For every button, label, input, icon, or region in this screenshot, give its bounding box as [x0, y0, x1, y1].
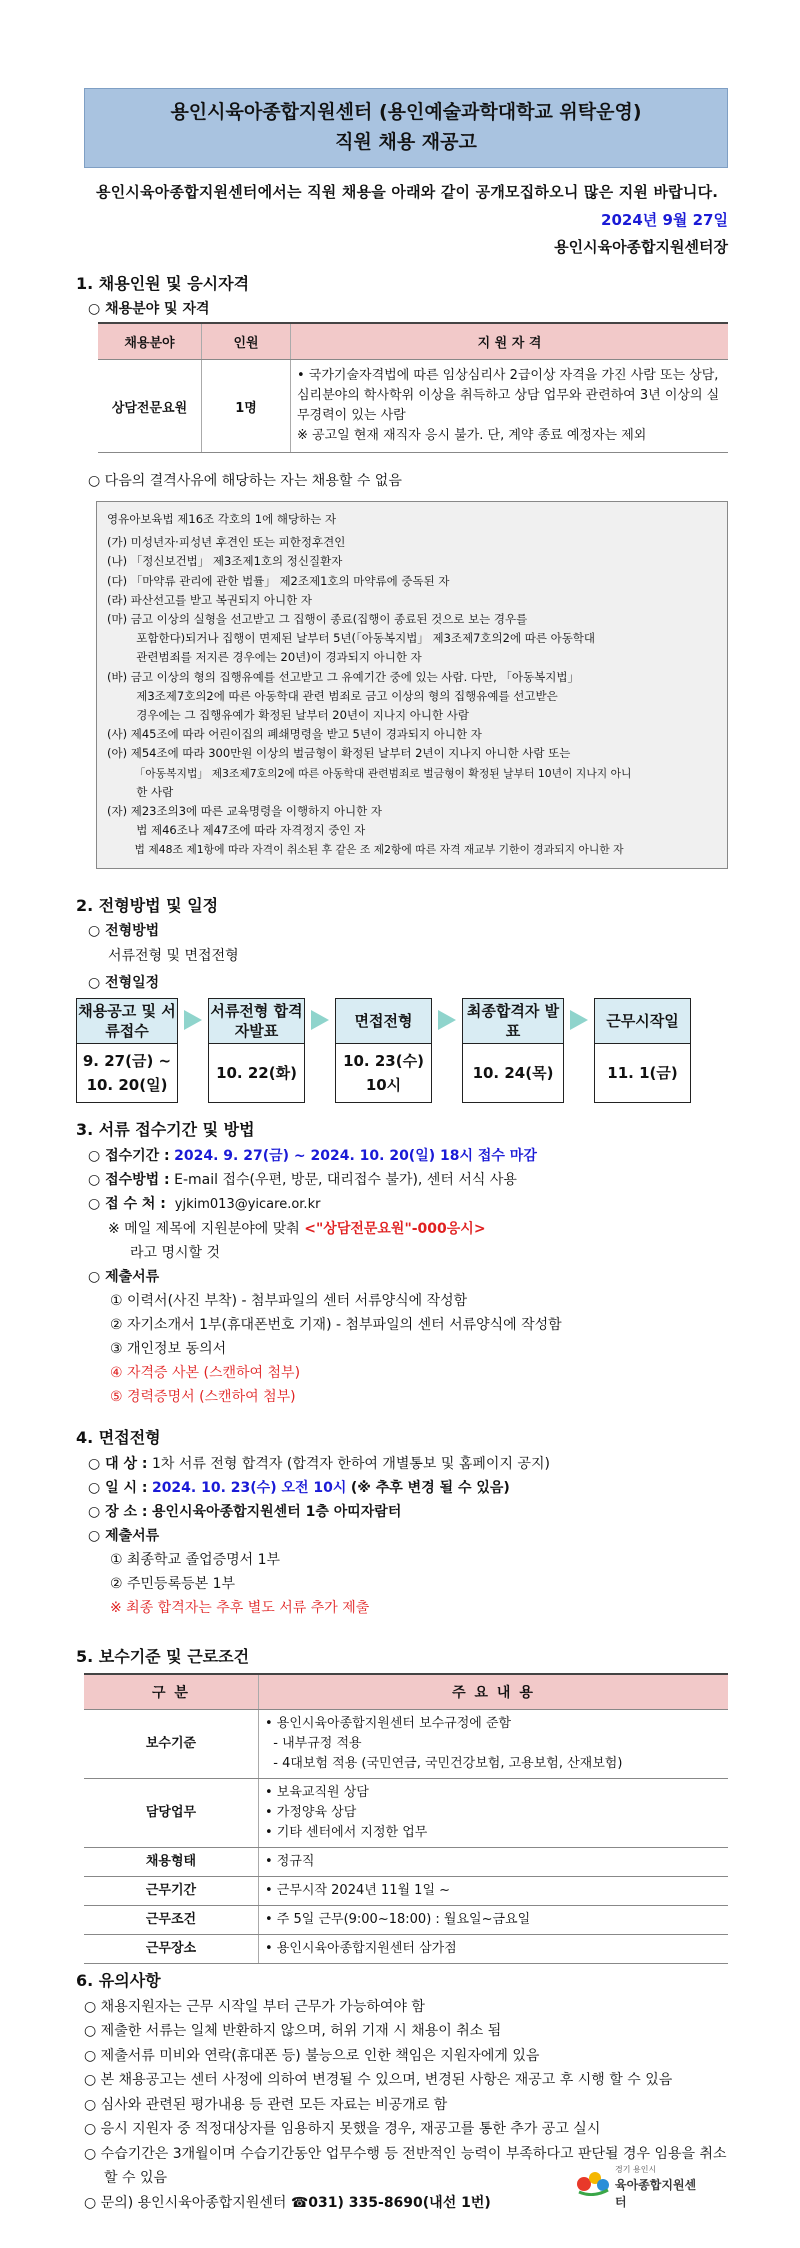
method-text: 서류전형 및 면접전형 [108, 947, 239, 964]
row-value: • 보육교직원 상담 [265, 1784, 369, 1800]
doc-item: ⑤ 경력증명서 (스캔하여 첨부) [110, 1388, 296, 1405]
email-note: ※ 메일 제목에 지원분야에 맞춰 [108, 1220, 300, 1237]
row-value: • 정규직 [259, 1847, 729, 1876]
arrow-icon [311, 1010, 329, 1030]
section-3-heading: 3. 서류 접수기간 및 방법 [76, 1119, 255, 1139]
cell-field: 상담전문요원 [98, 360, 202, 453]
disq-line: (바) 금고 이상의 형의 집행유예를 선고받고 그 유예기간 중에 있는 사람. 다만, 「아동복지법」 [107, 669, 579, 684]
arrow-icon [438, 1010, 456, 1030]
row-value: • 용인시육아종합지원센터 삼가점 [259, 1934, 729, 1963]
row-value: • 기타 센터에서 지정한 업무 [265, 1824, 428, 1840]
disq-box [96, 501, 728, 869]
row-value: - 4대보험 적용 (국민연금, 국민건강보험, 고용보험, 산재보험) [265, 1755, 623, 1771]
place-label: ○ 장 소 : [88, 1503, 148, 1520]
disq-line: 포함한다)되거나 집행이 면제된 날부터 5년(「아동복지법」 제3조제7호의2에 따른 아동학대 [107, 631, 596, 646]
method-label-2: ○ 접수방법 : [88, 1171, 170, 1188]
disq-intro: ○ 다음의 결격사유에 해당하는 자는 채용할 수 없음 [88, 473, 402, 489]
schedule-step [462, 998, 564, 1103]
th-count: 인원 [202, 323, 291, 360]
doc-note: ※ 최종 합격자는 추후 별도 서류 추가 제출 [110, 1599, 370, 1616]
row-value: - 내부규정 적용 [265, 1735, 362, 1751]
center-logo [575, 2160, 705, 2209]
method-value: E-mail 접수(우편, 방문, 대리접수 불가), 센터 서식 사용 [174, 1171, 517, 1188]
doc-item: ④ 자격증 사본 (스캔하여 첨부) [110, 1364, 301, 1381]
doc-item: ② 자기소개서 1부(휴대폰번호 기재) - 첨부파일의 센터 서류양식에 작성함 [110, 1316, 562, 1333]
period-value: 2024. 9. 27(금) ~ 2024. 10. 20(일) 18시 접수 마감 [174, 1147, 537, 1164]
disq-line: 법 제48조 제1항에 따라 자격이 취소된 후 같은 조 제2항에 따른 자격 재교부 기한이 경과되지 아니한 자 [107, 843, 624, 857]
disq-line: 제3조제7호의2에 따른 아동학대 관련 범죄로 금고 이상의 형의 집행유예를 선고받은 [107, 688, 558, 703]
schedule-step [594, 998, 691, 1103]
email-subject: <"상담전문요원"-000응시> [304, 1220, 486, 1237]
th-category: 구 분 [84, 1674, 259, 1710]
note-item: ○ 응시 지원자 중 적정대상자를 임용하지 못했을 경우, 재공고를 통한 추가 공고 실시 [84, 2121, 601, 2138]
contact-phone: ☎031) 335-8690(내선 1번) [290, 2194, 491, 2211]
logo-small-text: 경기 용인시 [615, 2165, 657, 2174]
arrow-icon [570, 1010, 588, 1030]
target-label: ○ 대 상 : [88, 1455, 148, 1472]
row-value: • 근무시작 2024년 11월 1일 ~ [259, 1876, 729, 1905]
disq-line: (나) 「정신보건법」 제3조제1호의 정신질환자 [107, 554, 343, 569]
table-row [84, 1847, 728, 1876]
cell-qual-2: ※ 공고일 현재 재직자 응시 불가. 단, 계약 종료 예정자는 제외 [297, 428, 647, 443]
page-subtitle: 직원 채용 재공고 [335, 131, 477, 153]
section-2-heading: 2. 전형방법 및 일정 [76, 895, 219, 915]
row-key: 보수기준 [84, 1709, 259, 1778]
title-box [84, 88, 728, 168]
page-title: 용인시육아종합지원센터 (용인예술과학대학교 위탁운영) [170, 101, 642, 123]
docs-label: ○ 제출서류 [88, 1268, 160, 1285]
disq-line: (가) 미성년자·피성년 후견인 또는 피한정후견인 [107, 535, 346, 550]
disq-line: (아) 제54조에 따라 300만원 이상의 벌금형이 확정된 날부터 2년이 지나지 아니한 사람 또는 [107, 746, 571, 761]
intro-text: 용인시육아종합지원센터에서는 직원 채용을 아래와 같이 공개모집하오니 많은 지원 바랍니다. [96, 183, 719, 201]
step-title: 서류전형 합격자발표 [209, 999, 304, 1044]
email-label: ○ 접 수 처 : [88, 1195, 166, 1212]
interview-date-label: ○ 일 시 : [88, 1479, 148, 1496]
row-key: 근무장소 [84, 1934, 259, 1963]
note-item: ○ 채용지원자는 근무 시작일 부터 근무가 가능하여야 함 [84, 1998, 425, 2015]
row-value: • 주 5일 근무(9:00~18:00) : 월요일~금요일 [259, 1905, 729, 1934]
interview-date: 2024. 10. 23(수) 오전 10시 [151, 1479, 347, 1496]
row-value: • 용인시육아종합지원센터 보수규정에 준함 [265, 1715, 512, 1731]
section-1-sub: ○ 채용분야 및 자격 [88, 301, 210, 317]
section-4-heading: 4. 면접전형 [76, 1427, 161, 1447]
notice-page [76, 88, 728, 2215]
disq-line: (자) 제23조의3에 따른 교육명령을 이행하지 아니한 자 [107, 804, 383, 819]
th-qual: 지 원 자 격 [291, 323, 729, 360]
row-key: 근무조건 [84, 1905, 259, 1934]
method-label: ○ 전형방법 [88, 922, 160, 939]
interview-date-note: (※ 추후 변경 될 수 있음) [350, 1479, 510, 1496]
section-6-heading: 6. 유의사항 [76, 1970, 161, 1990]
th-field: 채용분야 [98, 323, 202, 360]
table-row [84, 1876, 728, 1905]
period-label: ○ 접수기간 : [88, 1147, 170, 1164]
position-table [98, 322, 728, 453]
schedule-step [335, 998, 432, 1103]
step-title: 면접전형 [336, 999, 431, 1044]
logo-icon [575, 2166, 611, 2196]
contact-label: ○ 문의) 용인시육아종합지원센터 [84, 2194, 287, 2211]
schedule-flow [76, 998, 728, 1103]
interview-docs-label: ○ 제출서류 [88, 1527, 160, 1544]
step-date: 10. 22(화) [216, 1063, 297, 1082]
row-value: • 가정양육 상담 [265, 1804, 357, 1820]
notice-org: 용인시육아종합지원센터장 [554, 238, 728, 256]
note-item: ○ 심사와 관련된 평가내용 등 관련 모든 자료는 비공개로 함 [84, 2096, 448, 2113]
step-date: 11. 1(금) [607, 1063, 678, 1082]
doc-item: ② 주민등록등본 1부 [110, 1575, 236, 1592]
table-row [84, 1709, 728, 1778]
schedule-step [76, 998, 178, 1103]
conditions-table [84, 1673, 728, 1964]
table-row [84, 1778, 728, 1847]
step-title: 최종합격자 발표 [463, 999, 563, 1044]
doc-item: ③ 개인정보 동의서 [110, 1340, 227, 1357]
note-item: ○ 본 채용공고는 센터 사정에 의하여 변경될 수 있으며, 변경된 사항은 재공고 후 시행 할 수 있음 [84, 2072, 673, 2089]
schedule-step [208, 998, 305, 1103]
row-key: 근무기간 [84, 1876, 259, 1905]
row-key: 채용형태 [84, 1847, 259, 1876]
notice-date: 2024년 9월 27일 [601, 211, 728, 229]
section-5-heading: 5. 보수기준 및 근로조건 [76, 1646, 250, 1666]
disq-line: 법 제46조나 제47조에 따라 자격정지 중인 자 [107, 823, 366, 838]
cell-qual-1: • 국가기술자격법에 따른 임상심리사 2급이상 자격을 가진 사람 또는 상담, 심리분야의 학사학위 이상을 취득하고 상담 업무와 관련하여 3년 이상의 실무경력이 있는 사람 [297, 368, 720, 423]
section-1-heading: 1. 채용인원 및 응시자격 [76, 274, 250, 293]
row-key: 담당업무 [84, 1778, 259, 1847]
target-value: 1차 서류 전형 합격자 (합격자 한하여 개별통보 및 홈페이지 공지) [151, 1455, 550, 1472]
place-value: 용인시육아종합지원센터 1층 아띠자람터 [151, 1503, 402, 1520]
th-content: 주 요 내 용 [259, 1674, 729, 1710]
step-date: 10. 24(목) [472, 1063, 554, 1082]
step-title: 채용공고 및 서류접수 [77, 999, 177, 1044]
doc-item: ① 이력서(사진 부착) - 첨부파일의 센터 서류양식에 작성함 [110, 1292, 468, 1309]
note-item: ○ 제출한 서류는 일체 반환하지 않으며, 허위 기재 시 채용이 취소 됨 [84, 2023, 502, 2040]
arrow-icon [184, 1010, 202, 1030]
doc-item: ① 최종학교 졸업증명서 1부 [110, 1551, 281, 1568]
disq-line: 관련범죄를 저지른 경우에는 20년)이 경과되지 아니한 자 [107, 650, 422, 665]
email-link[interactable]: yjkim013@yicare.or.kr [174, 1196, 321, 1212]
step-title: 근무시작일 [595, 999, 690, 1044]
disq-line: (사) 제45조에 따라 어린이집의 폐쇄명령을 받고 5년이 경과되지 아니한 자 [107, 727, 482, 742]
logo-name: 육아종합지원센터 [615, 2178, 697, 2209]
cell-count: 1명 [202, 360, 291, 453]
schedule-label: ○ 전형일정 [88, 974, 160, 991]
table-row [84, 1905, 728, 1934]
note-item: ○ 수습기간은 3개월이며 수습기간동안 업무수행 등 전반적인 능력이 부족하다고 판단될 경우 임용을 취소할 수 있음 [84, 2145, 727, 2187]
email-note-end: 라고 명시할 것 [130, 1244, 221, 1261]
disq-line: 영유아보육법 제16조 각호의 1에 해당하는 자 [107, 512, 337, 526]
table-row [84, 1934, 728, 1963]
disq-line: 한 사람 [107, 784, 174, 799]
disq-line: 경우에는 그 집행유예가 확정된 날부터 20년이 지나지 아니한 사람 [107, 708, 469, 723]
disq-line: 「아동복지법」 제3조제7호의2에 따른 아동학대 관련범죄로 벌금형이 확정된 날부터 10년이 지나지 아니 [107, 766, 632, 780]
step-date: 9. 27(금) ~ 10. 20(일) [82, 1051, 172, 1094]
disq-line: (다) 「마약류 관리에 관한 법률」 제2조제1호의 마약류에 중독된 자 [107, 573, 450, 588]
disq-line: (마) 금고 이상의 실형을 선고받고 그 집행이 종료(집행이 종료된 것으로 보는 경우를 [107, 612, 528, 627]
disq-line: (라) 파산선고를 받고 복권되지 아니한 자 [107, 592, 312, 607]
note-item: ○ 제출서류 미비와 연락(휴대폰 등) 불능으로 인한 책임은 지원자에게 있음 [84, 2047, 540, 2064]
step-date: 10. 23(수) 10시 [343, 1051, 424, 1094]
